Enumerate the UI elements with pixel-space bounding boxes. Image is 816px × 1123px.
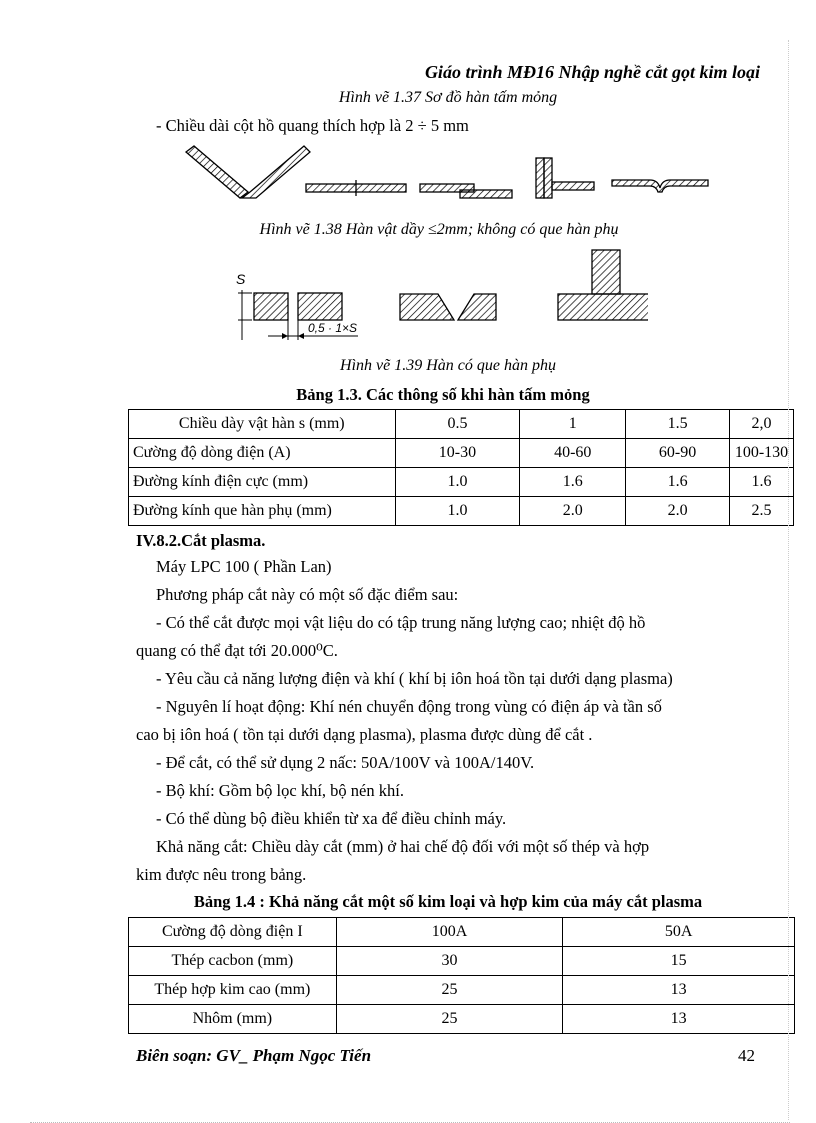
table-cell: 50A: [563, 918, 795, 947]
table-14: [128, 917, 795, 1034]
intro-line: - Chiều dài cột hồ quang thích hợp là 2 ÷ 5 mm: [156, 116, 469, 135]
table-cell: Cường độ dòng điện I: [129, 918, 337, 947]
table-cell: 13: [563, 976, 795, 1005]
paragraph-line: cao bị iôn hoá ( tồn tại dưới dạng plasma), plasma được dùng để cắt .: [136, 725, 593, 744]
table-cell: Nhôm (mm): [129, 1005, 337, 1034]
figure-137-caption: Hình vẽ 1.37 Sơ đồ hàn tấm mỏng: [338, 89, 558, 106]
figure-139-sketch: [228, 244, 648, 352]
page-number: 42: [738, 1046, 755, 1065]
paragraph-line: - Nguyên lí hoạt động: Khí nén chuyển động trong vùng có điện áp và tần số: [156, 697, 662, 716]
table-cell: Chiều dày vật hàn s (mm): [129, 410, 396, 439]
page-border-right: [788, 40, 789, 1120]
table-cell: 2.0: [626, 497, 730, 526]
table-row: [129, 976, 795, 1005]
table-cell: 2.0: [520, 497, 626, 526]
figure-138-caption: Hình vẽ 1.38 Hàn vật dầy ≤2mm; không có que hàn phụ: [259, 221, 619, 238]
paragraph-line: Máy LPC 100 ( Phần Lan): [156, 557, 332, 576]
flanged-joint-sketch: [612, 180, 708, 192]
table-cell: 30: [336, 947, 563, 976]
table-13: [128, 409, 794, 526]
paragraph-line: - Bộ khí: Gồm bộ lọc khí, bộ nén khí.: [156, 781, 404, 800]
paragraph-line: - Yêu cầu cả năng lượng điện và khí ( khí bị iôn hoá tồn tại dưới dạng plasma): [156, 669, 673, 688]
figure-138-sketch: [180, 140, 720, 210]
table-row: [129, 439, 794, 468]
footer-author: Biên soạn: GV_ Phạm Ngọc Tiến: [136, 1046, 372, 1065]
lap-joint-sketch: [420, 184, 512, 198]
table-cell: 15: [563, 947, 795, 976]
table-cell: 40-60: [520, 439, 626, 468]
table-cell: Cường độ dòng điện (A): [129, 439, 396, 468]
table-cell: Thép hợp kim cao (mm): [129, 976, 337, 1005]
paragraph-line: - Để cắt, có thể sử dụng 2 nấc: 50A/100V và 100A/140V.: [156, 753, 535, 772]
gap-label: 0,5 · 1×S: [308, 321, 358, 335]
butt-joint-sketch: [306, 180, 406, 196]
figure-139-caption: Hình vẽ 1.39 Hàn có que hàn phụ: [340, 357, 556, 374]
table-cell: Thép cacbon (mm): [129, 947, 337, 976]
paragraph-line: Khả năng cắt: Chiều dày cắt (mm) ở hai chế độ đối với một số thép và hợp: [156, 837, 650, 856]
table-row: [129, 468, 794, 497]
table-cell: 2,0: [730, 410, 794, 439]
paragraph-line: quang có thể đạt tới 20.000⁰C.: [136, 641, 338, 660]
table-cell: 0.5: [395, 410, 520, 439]
table-row: [129, 918, 795, 947]
table-cell: Đường kính điện cực (mm): [129, 468, 396, 497]
paragraph-line: kim được nêu trong bảng.: [136, 865, 307, 884]
table-cell: 25: [336, 976, 563, 1005]
table-cell: 100A: [336, 918, 563, 947]
table-cell: 1: [520, 410, 626, 439]
table-cell: 60-90: [626, 439, 730, 468]
paragraph-line: - Có thể cắt được mọi vật liệu do có tập trung năng lượng cao; nhiệt độ hồ: [156, 613, 646, 632]
paragraph-line: - Có thể dùng bộ điều khiển từ xa để điều chỉnh máy.: [156, 809, 507, 828]
table-row: [129, 1005, 795, 1034]
table-row: [129, 947, 795, 976]
thickness-s-label: S: [236, 271, 246, 287]
table-cell: 1.6: [626, 468, 730, 497]
table-cell: 100-130: [730, 439, 794, 468]
table-row: [129, 410, 794, 439]
table-13-title: Bảng 1.3. Các thông số khi hàn tấm mỏng: [296, 385, 590, 404]
table-row: [129, 497, 794, 526]
table-cell: 1.0: [395, 497, 520, 526]
paragraph-line: Phương pháp cắt này có một số đặc điểm sau:: [156, 585, 459, 604]
table-cell: 25: [336, 1005, 563, 1034]
table-cell: 1.6: [730, 468, 794, 497]
v-joint-sketch: [186, 146, 310, 198]
table-14-title: Bảng 1.4 : Khả năng cắt một số kim loại và hợp kim của máy cắt plasma: [193, 892, 703, 911]
table-cell: 2.5: [730, 497, 794, 526]
table-cell: 1.6: [520, 468, 626, 497]
table-cell: 1.0: [395, 468, 520, 497]
table-cell: 1.5: [626, 410, 730, 439]
section-heading: IV.8.2.Cắt plasma.: [136, 531, 266, 550]
table-cell: 10-30: [395, 439, 520, 468]
table-cell: 13: [563, 1005, 795, 1034]
table-cell: Đường kính que hàn phụ (mm): [129, 497, 396, 526]
edge-joint-sketch: [536, 158, 594, 198]
document-header-title: Giáo trình MĐ16 Nhập nghề cắt gọt kim loại: [424, 62, 760, 82]
